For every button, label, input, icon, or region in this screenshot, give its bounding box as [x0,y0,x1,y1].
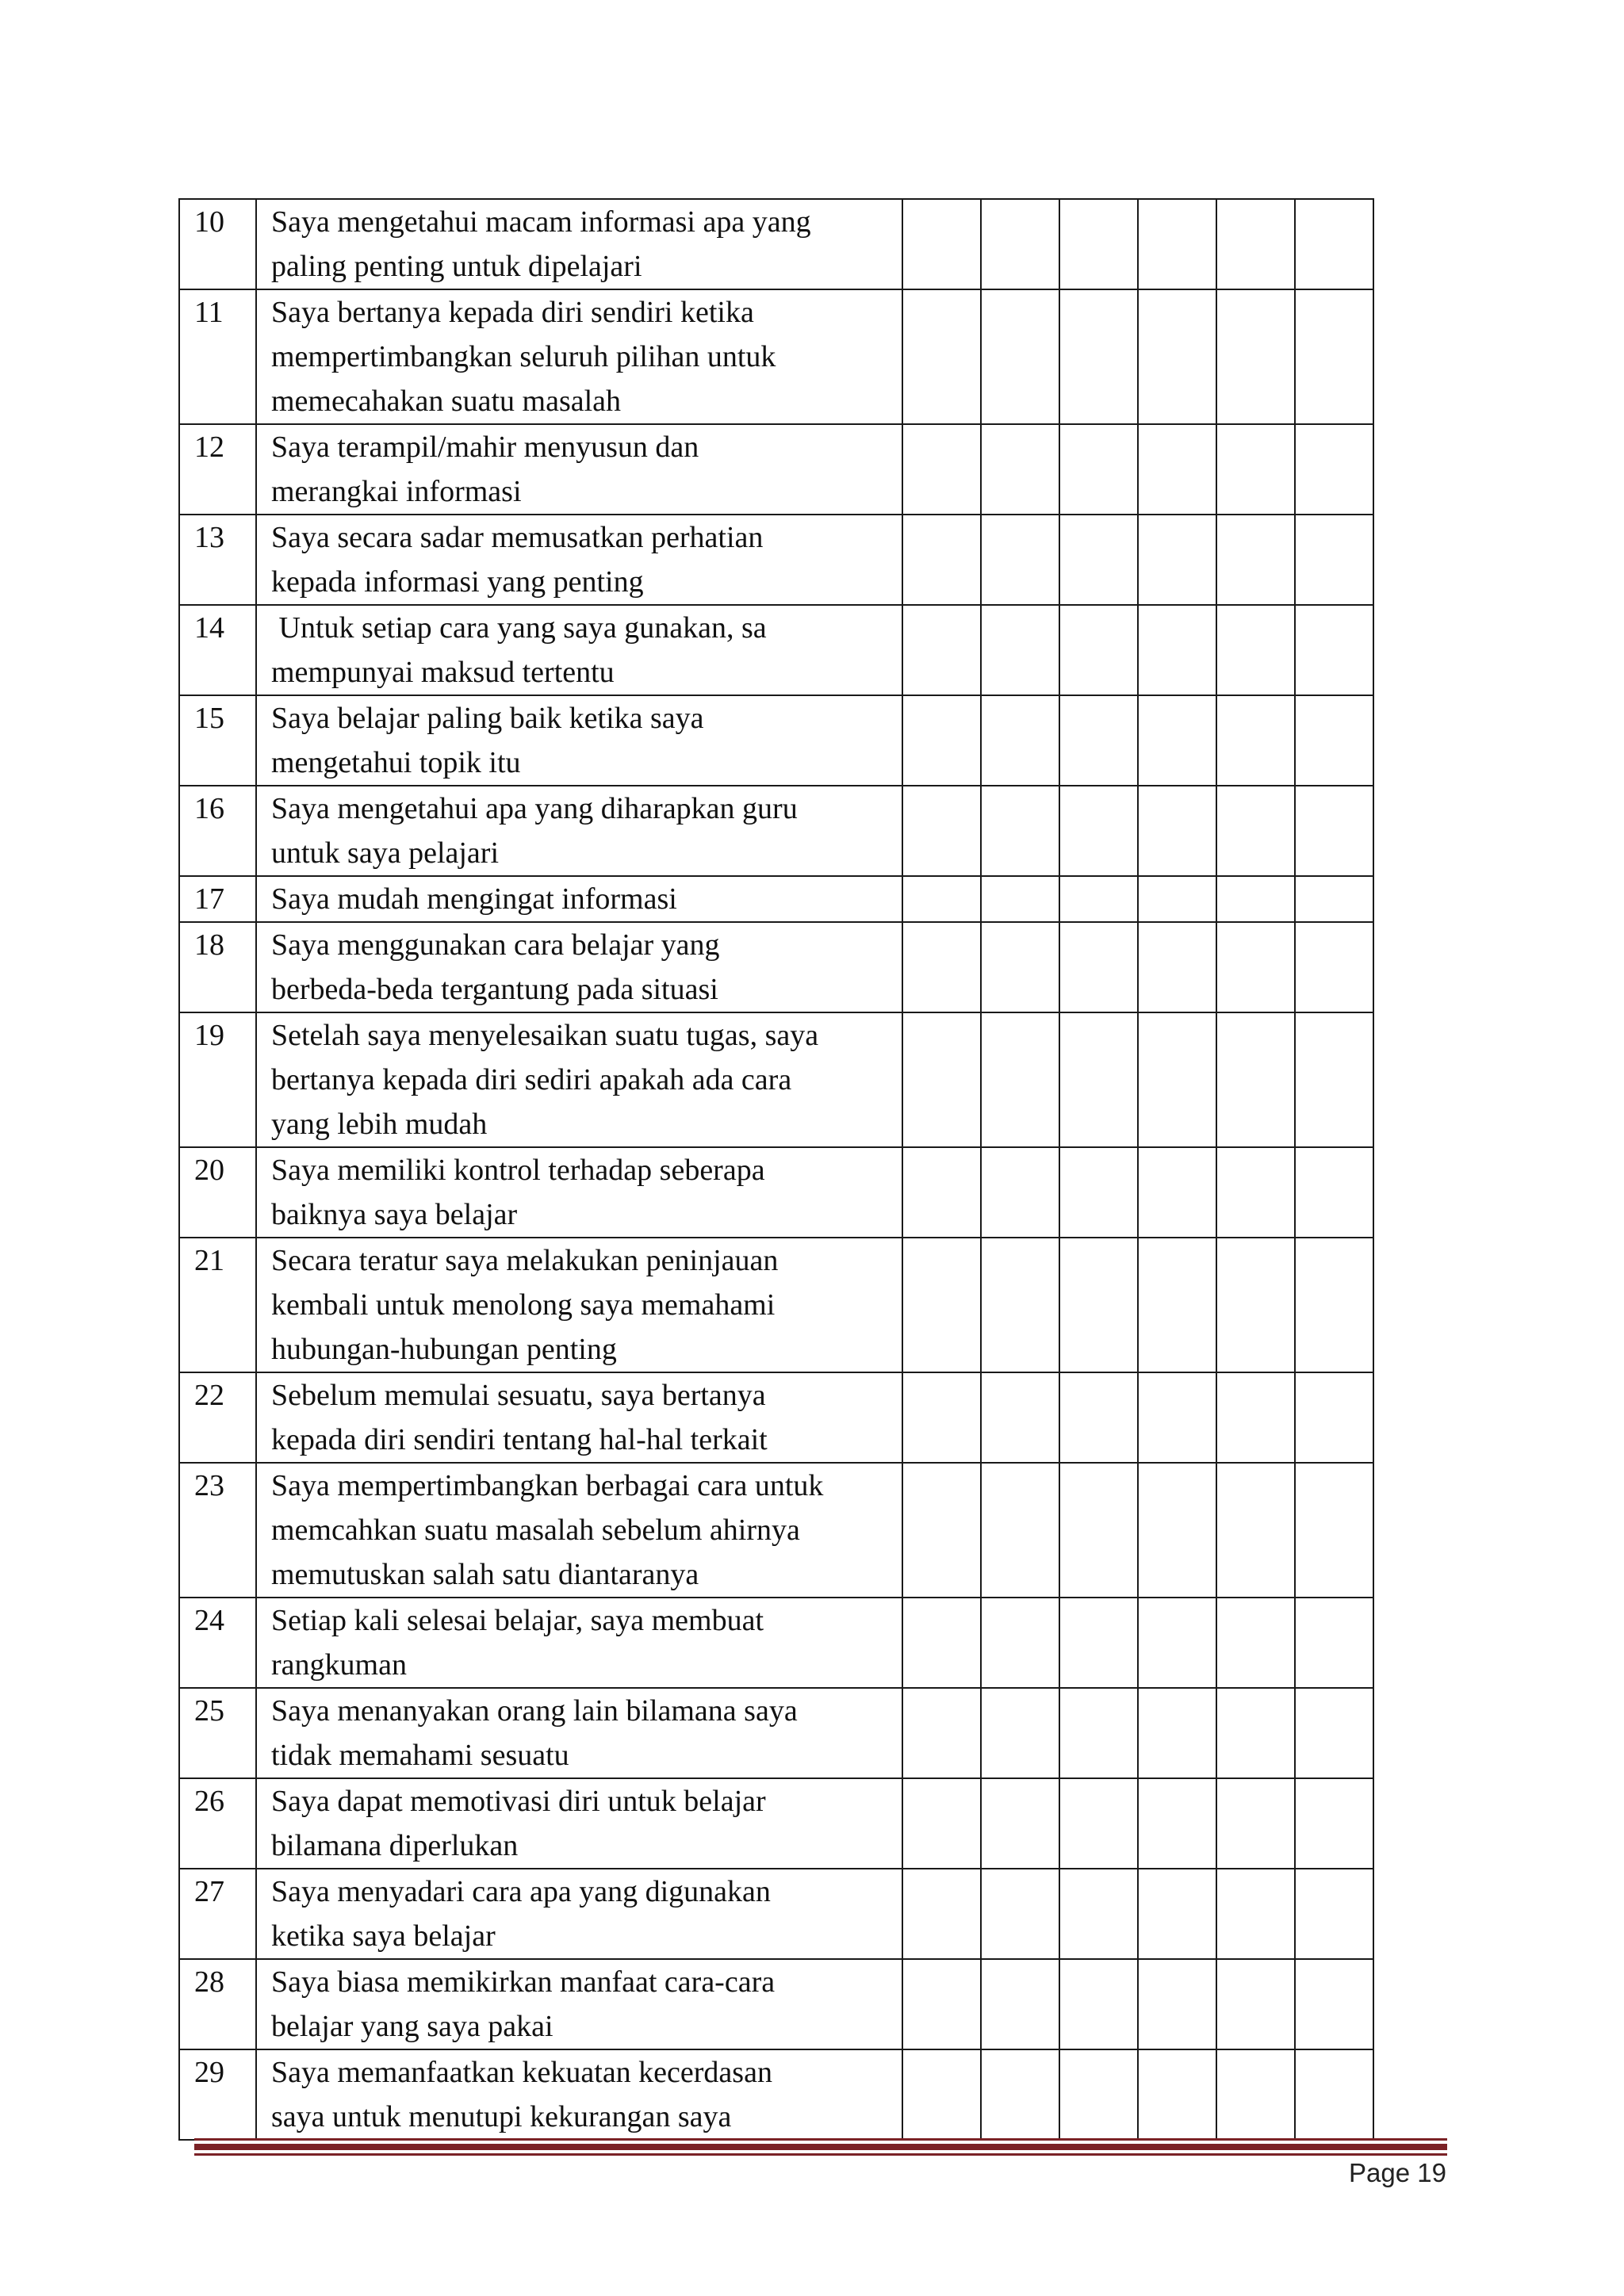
response-cell[interactable] [1216,1598,1295,1688]
item-statement: Setiap kali selesai belajar, saya membuat rangkuman [256,1598,902,1688]
response-cell[interactable] [1295,289,1373,424]
response-cell[interactable] [902,605,981,695]
response-cell[interactable] [1216,1959,1295,2049]
item-number: 20 [179,1147,256,1238]
response-cell[interactable] [1059,1147,1138,1238]
response-cell[interactable] [1059,289,1138,424]
response-cell[interactable] [1138,1778,1216,1869]
response-cell[interactable] [981,1238,1059,1372]
response-cell[interactable] [1138,1959,1216,2049]
item-statement: Saya menggunakan cara belajar yang berbeda-beda tergantung pada situasi [256,922,902,1012]
response-cell[interactable] [1138,695,1216,786]
response-cell[interactable] [981,1147,1059,1238]
item-number: 10 [179,199,256,289]
item-number: 12 [179,424,256,515]
response-cell[interactable] [1138,2049,1216,2140]
response-cell[interactable] [1216,1238,1295,1372]
item-number: 15 [179,695,256,786]
response-cell[interactable] [1216,515,1295,605]
response-cell[interactable] [902,922,981,1012]
item-number: 22 [179,1372,256,1463]
item-statement: Saya terampil/mahir menyusun dan merangkai informasi [256,424,902,515]
response-cell[interactable] [1059,695,1138,786]
table-row [179,1238,1373,1372]
table-row [179,1012,1373,1147]
item-number: 18 [179,922,256,1012]
response-cell[interactable] [1216,876,1295,922]
table-row [179,922,1373,1012]
response-cell[interactable] [1059,922,1138,1012]
response-cell[interactable] [902,1688,981,1778]
response-cell[interactable] [1216,424,1295,515]
response-cell[interactable] [981,1778,1059,1869]
item-statement: Saya memanfaatkan kekuatan kecerdasan saya untuk menutupi kekurangan saya [256,2049,902,2140]
item-number: 23 [179,1463,256,1598]
response-cell[interactable] [1059,199,1138,289]
response-cell[interactable] [1138,1238,1216,1372]
table-row [179,1372,1373,1463]
item-statement: Saya mengetahui macam informasi apa yang paling penting untuk dipelajari [256,199,902,289]
response-cell[interactable] [981,1959,1059,2049]
item-number: 27 [179,1869,256,1959]
response-cell[interactable] [1295,605,1373,695]
table-row [179,1869,1373,1959]
table-row [179,1147,1373,1238]
table-row [179,289,1373,424]
response-cell[interactable] [902,515,981,605]
response-cell[interactable] [1138,1688,1216,1778]
response-cell[interactable] [1059,786,1138,876]
questionnaire-table [178,198,1374,2141]
response-cell[interactable] [902,1959,981,2049]
response-cell[interactable] [981,1598,1059,1688]
item-statement: Saya memiliki kontrol terhadap seberapa baiknya saya belajar [256,1147,902,1238]
response-cell[interactable] [1295,1869,1373,1959]
response-cell[interactable] [1059,1778,1138,1869]
response-cell[interactable] [1216,1147,1295,1238]
response-cell[interactable] [981,199,1059,289]
response-cell[interactable] [981,922,1059,1012]
response-cell[interactable] [981,424,1059,515]
response-cell[interactable] [1295,786,1373,876]
item-number: 28 [179,1959,256,2049]
item-number: 29 [179,2049,256,2140]
response-cell[interactable] [1295,1778,1373,1869]
response-cell[interactable] [981,1688,1059,1778]
item-number: 24 [179,1598,256,1688]
response-cell[interactable] [902,1372,981,1463]
response-cell[interactable] [1295,1463,1373,1598]
response-cell[interactable] [981,2049,1059,2140]
response-cell[interactable] [1138,1463,1216,1598]
response-cell[interactable] [1216,2049,1295,2140]
item-statement: Saya mempertimbangkan berbagai cara untuk memcahkan suatu masalah sebelum ahirnya memutuskan salah satu diantaranya [256,1463,902,1598]
response-cell[interactable] [1059,1238,1138,1372]
table-row [179,876,1373,922]
response-cell[interactable] [981,1869,1059,1959]
response-cell[interactable] [1295,199,1373,289]
response-cell[interactable] [981,786,1059,876]
table-row [179,1778,1373,1869]
response-cell[interactable] [1059,605,1138,695]
response-cell[interactable] [981,695,1059,786]
response-cell[interactable] [1059,1869,1138,1959]
table-row [179,605,1373,695]
response-cell[interactable] [902,695,981,786]
table-row [179,1959,1373,2049]
item-statement: Saya menyadari cara apa yang digunakan ketika saya belajar [256,1869,902,1959]
item-number: 21 [179,1238,256,1372]
response-cell[interactable] [1216,695,1295,786]
response-cell[interactable] [902,2049,981,2140]
response-cell[interactable] [1138,1012,1216,1147]
response-cell[interactable] [1295,1688,1373,1778]
response-cell[interactable] [1059,2049,1138,2140]
response-cell[interactable] [1138,922,1216,1012]
response-cell[interactable] [902,1147,981,1238]
response-cell[interactable] [1138,289,1216,424]
footer-rule-bottom [194,2153,1447,2156]
item-number: 14 [179,605,256,695]
item-statement: Secara teratur saya melakukan peninjauan kembali untuk menolong saya memahami hubungan-hubungan penting [256,1238,902,1372]
item-statement: Saya mudah mengingat informasi [256,876,902,922]
response-cell[interactable] [981,605,1059,695]
response-cell[interactable] [1138,786,1216,876]
response-cell[interactable] [1138,1147,1216,1238]
response-cell[interactable] [1216,786,1295,876]
response-cell[interactable] [1138,1869,1216,1959]
response-cell[interactable] [902,1778,981,1869]
response-cell[interactable] [981,289,1059,424]
response-cell[interactable] [981,515,1059,605]
table-row [179,515,1373,605]
response-cell[interactable] [1295,515,1373,605]
response-cell[interactable] [902,1238,981,1372]
response-cell[interactable] [1295,424,1373,515]
response-cell[interactable] [1059,1012,1138,1147]
response-cell[interactable] [1059,515,1138,605]
response-cell[interactable] [1138,424,1216,515]
table-row [179,2049,1373,2140]
response-cell[interactable] [1295,922,1373,1012]
response-cell[interactable] [1216,1463,1295,1598]
response-cell[interactable] [981,1012,1059,1147]
response-cell[interactable] [981,876,1059,922]
response-cell[interactable] [902,289,981,424]
response-cell[interactable] [1295,1959,1373,2049]
response-cell[interactable] [902,1463,981,1598]
response-cell[interactable] [1059,1463,1138,1598]
response-cell[interactable] [1295,876,1373,922]
item-statement: Saya secara sadar memusatkan perhatian kepada informasi yang penting [256,515,902,605]
response-cell[interactable] [1295,1372,1373,1463]
response-cell[interactable] [1295,1238,1373,1372]
response-cell[interactable] [1059,1372,1138,1463]
table-body [179,199,1373,2140]
item-statement: Setelah saya menyelesaikan suatu tugas, saya bertanya kepada diri sediri apakah ada cara yang lebih mudah [256,1012,902,1147]
item-statement: Sebelum memulai sesuatu, saya bertanya kepada diri sendiri tentang hal-hal terkait [256,1372,902,1463]
response-cell[interactable] [1216,289,1295,424]
table-row [179,424,1373,515]
response-cell[interactable] [1216,1688,1295,1778]
response-cell[interactable] [1059,876,1138,922]
response-cell[interactable] [1216,605,1295,695]
item-number: 16 [179,786,256,876]
response-cell[interactable] [1138,515,1216,605]
item-number: 17 [179,876,256,922]
response-cell[interactable] [1138,199,1216,289]
response-cell[interactable] [1295,1147,1373,1238]
response-cell[interactable] [902,424,981,515]
item-number: 19 [179,1012,256,1147]
response-cell[interactable] [1138,605,1216,695]
table-row [179,1598,1373,1688]
response-cell[interactable] [981,1372,1059,1463]
item-statement: Saya biasa memikirkan manfaat cara-cara belajar yang saya pakai [256,1959,902,2049]
footer-rule-thick [194,2144,1447,2150]
response-cell[interactable] [1138,1372,1216,1463]
response-cell[interactable] [1295,695,1373,786]
response-cell[interactable] [902,199,981,289]
response-cell[interactable] [981,1463,1059,1598]
response-cell[interactable] [1295,2049,1373,2140]
table-row [179,199,1373,289]
response-cell[interactable] [902,786,981,876]
response-cell[interactable] [1216,1012,1295,1147]
item-statement: Untuk setiap cara yang saya gunakan, sa mempunyai maksud tertentu [256,605,902,695]
response-cell[interactable] [1059,1688,1138,1778]
item-statement: Saya mengetahui apa yang diharapkan guru untuk saya pelajari [256,786,902,876]
response-cell[interactable] [1059,424,1138,515]
page-number: Page 19 [1349,2158,1446,2187]
item-statement: Saya dapat memotivasi diri untuk belajar bilamana diperlukan [256,1778,902,1869]
table-row [179,1688,1373,1778]
table-row [179,786,1373,876]
footer-rule-top [194,2138,1447,2141]
response-cell[interactable] [1216,922,1295,1012]
response-cell[interactable] [902,876,981,922]
item-statement: Saya bertanya kepada diri sendiri ketika mempertimbangkan seluruh pilihan untuk memecahakan suatu masalah [256,289,902,424]
item-number: 26 [179,1778,256,1869]
response-cell[interactable] [902,1598,981,1688]
item-statement: Saya belajar paling baik ketika saya mengetahui topik itu [256,695,902,786]
table-row [179,695,1373,786]
response-cell[interactable] [1059,1959,1138,2049]
response-cell[interactable] [902,1869,981,1959]
response-cell[interactable] [1138,876,1216,922]
item-number: 11 [179,289,256,424]
response-cell[interactable] [1295,1012,1373,1147]
response-cell[interactable] [1216,199,1295,289]
item-number: 13 [179,515,256,605]
item-number: 25 [179,1688,256,1778]
item-statement: Saya menanyakan orang lain bilamana saya tidak memahami sesuatu [256,1688,902,1778]
response-cell[interactable] [1216,1869,1295,1959]
response-cell[interactable] [1059,1598,1138,1688]
response-cell[interactable] [1295,1598,1373,1688]
response-cell[interactable] [1216,1778,1295,1869]
response-cell[interactable] [902,1012,981,1147]
response-cell[interactable] [1216,1372,1295,1463]
table-row [179,1463,1373,1598]
response-cell[interactable] [1138,1598,1216,1688]
